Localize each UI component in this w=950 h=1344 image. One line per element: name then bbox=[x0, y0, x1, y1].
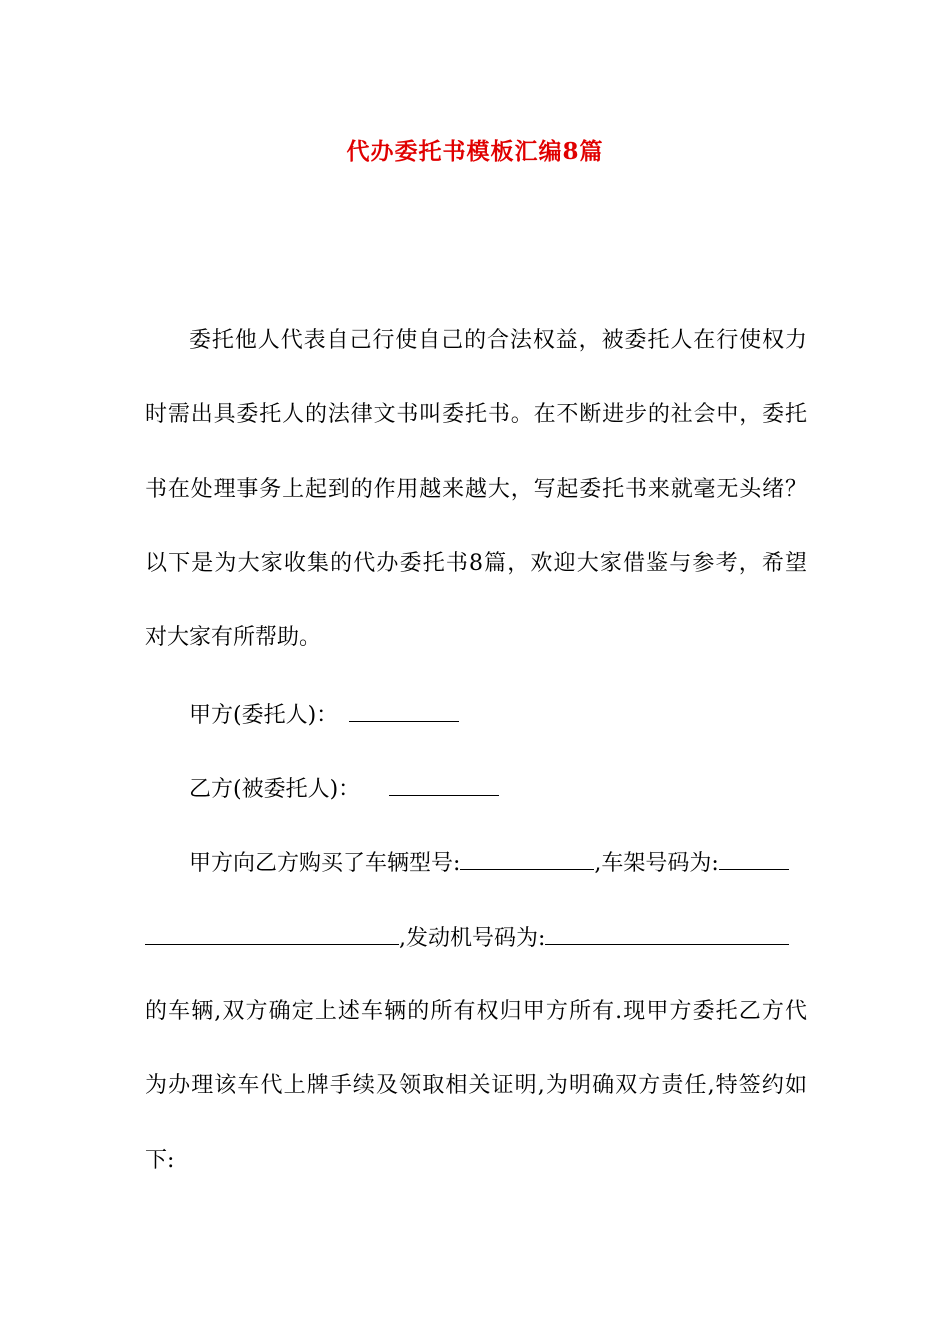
vehicle-intro: 甲方向乙方购买了车辆型号: bbox=[189, 851, 461, 876]
body-line-3: 下: bbox=[145, 1148, 175, 1173]
vehicle-model-blank bbox=[460, 845, 594, 870]
intro-line-1: 委托他人代表自己行使自己的合法权益，被委托人在行使权力 bbox=[189, 328, 807, 353]
party-a-label: 甲方(委托人)： bbox=[189, 703, 339, 728]
frame-number-blank-start bbox=[719, 845, 789, 870]
party-a-blank bbox=[349, 697, 459, 722]
party-b-label: 乙方(被委托人)： bbox=[189, 777, 361, 802]
intro-line-4: 以下是为大家收集的代办委托书8篇，欢迎大家借鉴与参考，希望 bbox=[145, 551, 807, 576]
body-line-1: 的车辆,双方确定上述车辆的所有权归甲方所有.现甲方委托乙方代 bbox=[145, 999, 807, 1024]
frame-number-blank-end bbox=[145, 920, 399, 945]
engine-number-blank bbox=[545, 920, 789, 945]
party-b-blank bbox=[389, 771, 499, 796]
engine-number-label: ,发动机号码为: bbox=[399, 926, 546, 951]
intro-line-5: 对大家有所帮助。 bbox=[145, 625, 322, 650]
vehicle-row bbox=[189, 845, 807, 882]
frame-engine-row bbox=[145, 920, 807, 957]
body-line-2: 为办理该车代上牌手续及领取相关证明,为明确双方责任,特签约如 bbox=[145, 1073, 807, 1098]
intro-line-2: 时需出具委托人的法律文书叫委托书。在不断进步的社会中，委托 bbox=[145, 402, 807, 427]
intro-line-3: 书在处理事务上起到的作用越来越大，写起委托书来就毫无头绪？ bbox=[145, 477, 807, 502]
party-b-row bbox=[189, 771, 807, 808]
document-title: 代办委托书模板汇编8篇 bbox=[346, 138, 604, 165]
party-a-row bbox=[189, 697, 807, 734]
frame-number-label: ,车架号码为: bbox=[594, 851, 719, 876]
